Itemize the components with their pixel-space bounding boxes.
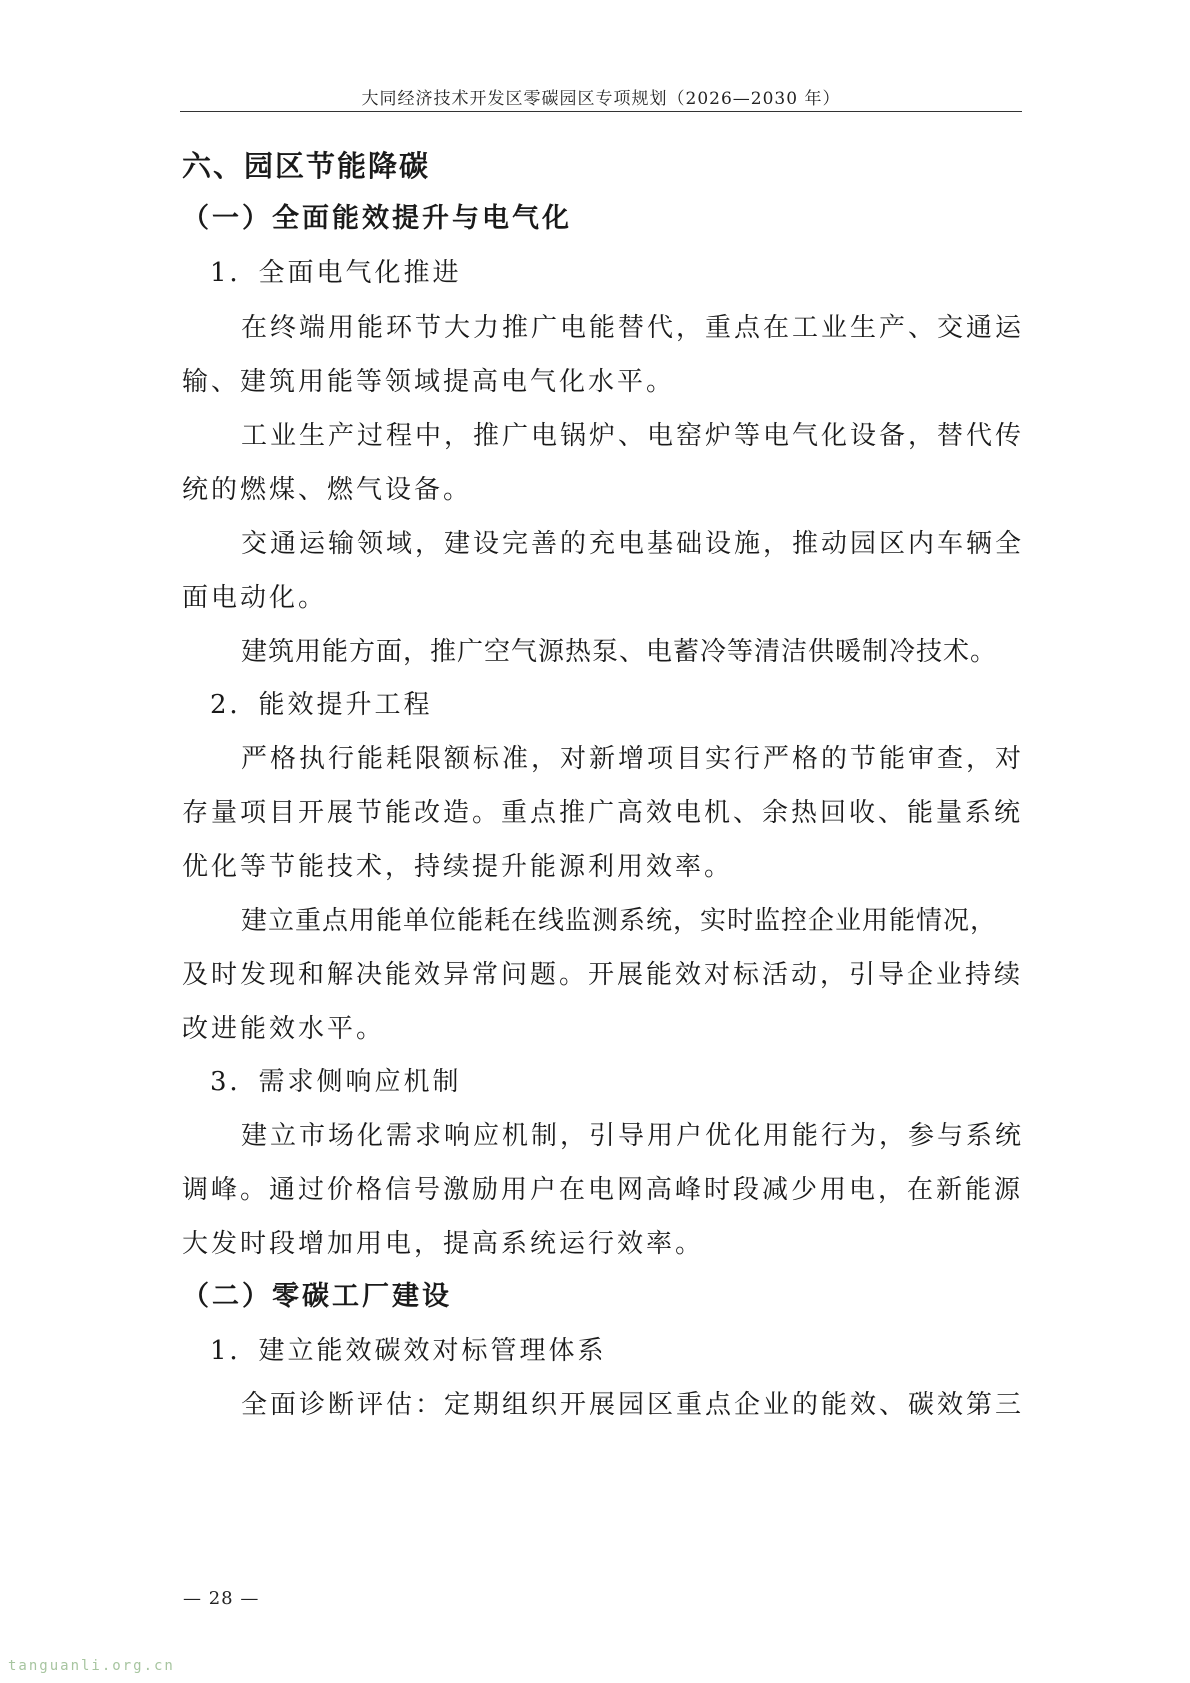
paragraph-line: 改进能效水平。	[182, 1014, 386, 1044]
paragraph-line: 交通运输领域，建设完善的充电基础设施，推动园区内车辆全	[241, 529, 1025, 559]
watermark-text: tanguanli.org.cn	[8, 1658, 175, 1674]
subsection-title-2: （二）零碳工厂建设	[182, 1281, 452, 1312]
paragraph-line: 及时发现和解决能效异常问题。开展能效对标活动，引导企业持续	[182, 960, 1024, 990]
header-divider	[180, 111, 1022, 112]
item-title-1: 1．全面电气化推进	[210, 258, 462, 288]
paragraph-line: 存量项目开展节能改造。重点推广高效电机、余热回收、能量系统	[182, 798, 1024, 828]
paragraph-line: 输、建筑用能等领域提高电气化水平。	[182, 367, 676, 397]
paragraph-line: 统的燃煤、燃气设备。	[182, 475, 473, 505]
item-title-3: 3．需求侧响应机制	[210, 1067, 462, 1097]
paragraph-line: 建立市场化需求响应机制，引导用户优化用能行为，参与系统	[241, 1121, 1025, 1151]
paragraph-line: 大发时段增加用电，提高系统运行效率。	[182, 1229, 705, 1259]
paragraph-line: 优化等节能技术，持续提升能源利用效率。	[182, 852, 734, 882]
item-title-4: 1．建立能效碳效对标管理体系	[210, 1336, 607, 1366]
paragraph-line: 工业生产过程中，推广电锅炉、电窑炉等电气化设备，替代传	[241, 421, 1025, 451]
item-title-2: 2．能效提升工程	[210, 690, 433, 720]
paragraph-line: 调峰。通过价格信号激励用户在电网高峰时段减少用电，在新能源	[182, 1175, 1024, 1205]
section-title: 六、园区节能降碳	[182, 149, 431, 183]
paragraph-line: 严格执行能耗限额标准，对新增项目实行严格的节能审查，对	[241, 744, 1025, 774]
paragraph-line: 全面诊断评估：定期组织开展园区重点企业的能效、碳效第三	[241, 1390, 1025, 1420]
paragraph-line: 建筑用能方面，推广空气源热泵、电蓄冷等清洁供暖制冷技术。	[241, 637, 998, 667]
subsection-title-1: （一）全面能效提升与电气化	[182, 203, 572, 234]
paragraph-line: 在终端用能环节大力推广电能替代，重点在工业生产、交通运	[241, 313, 1025, 343]
paragraph-line: 面电动化。	[182, 583, 328, 613]
paragraph-line: 建立重点用能单位能耗在线监测系统，实时监控企业用能情况，	[241, 906, 998, 936]
page-number: — 28 —	[183, 1588, 260, 1609]
running-header: 大同经济技术开发区零碳园区专项规划（2026—2030 年）	[361, 89, 841, 109]
